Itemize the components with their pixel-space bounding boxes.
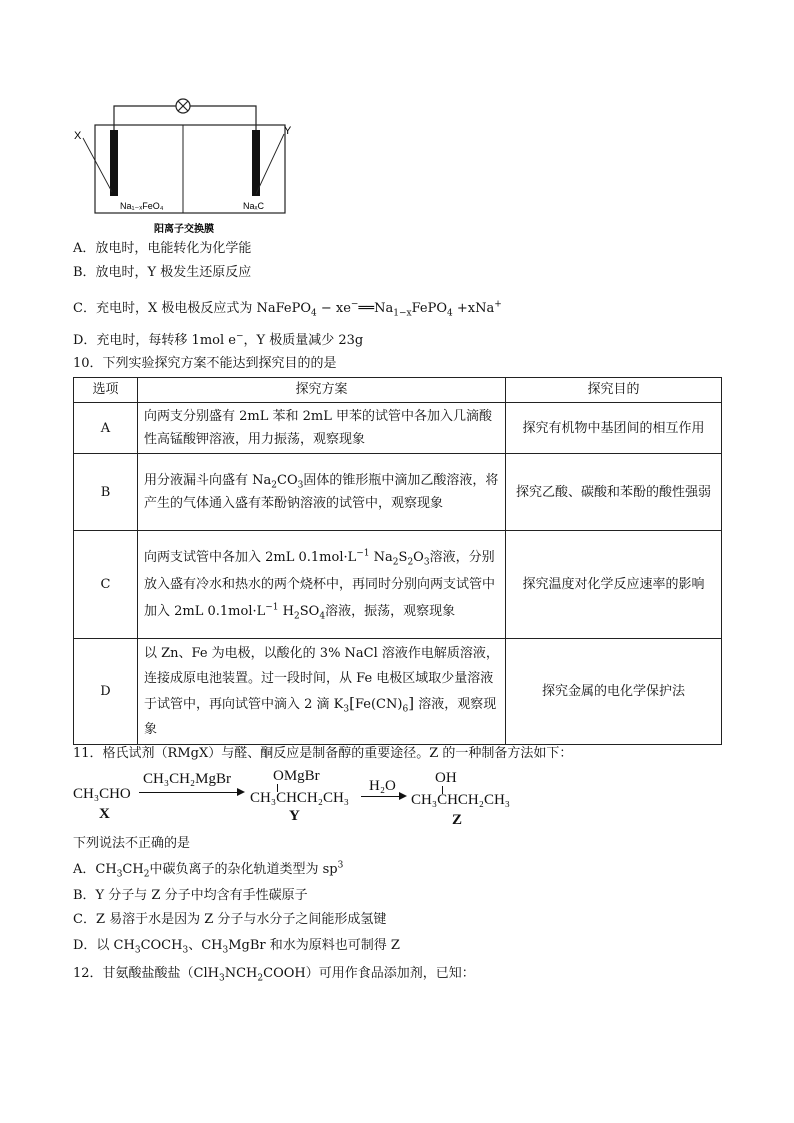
compound-z-substituent: OH [435,770,457,786]
compound-y-formula: CH₃CHCH₂CH₃ [250,790,350,806]
row-option: B [74,454,138,531]
label-x: X [74,130,82,142]
compound-z-formula: CH₃CHCH₂CH₃ [411,792,511,808]
compound-y-label: Y [289,808,300,824]
label-left-electrode: Na₁₋ₓFeO₄ [120,201,164,211]
row-goal: 探究金属的电化学保护法 [506,639,722,745]
option-c: C．Z 易溶于水是因为 Z 分子与水分子之间能形成氢键 [73,912,387,927]
row-plan: 向两支试管中各加入 2mL $0.1mol\cdot L^{-1}$ $Na_2S_2O_3$溶液，分别放入盛有冷水和热水的两个烧杯中，再同时分别向两支试管中加入 2mL $0.1mol\cdot L^{-1}$ $H_2SO_4$溶液，振荡，观察现象 [138,531,506,639]
table-row [74,531,722,639]
electrochemical-cell-diagram [70,92,310,242]
label-right-electrode: NaₓC [243,201,264,211]
question-10-stem: 10．下列实验探究方案不能达到探究目的的是 [73,356,337,371]
row-plan: 用分液漏斗向盛有 $Na_2CO_3$固体的锥形瓶中滴加乙酸溶液，将产生的气体通入盛有苯酚钠溶液的试管中，观察现象 [138,454,506,531]
row-plan: 以 Zn、Fe 为电极，以酸化的 3% NaCl 溶液作电解质溶液，连接成原电池装置。过一段时间，从 Fe 电极区域取少量溶液于试管中，再向试管中滴入 2 滴 $K_3[Fe(CN)_6]$ 溶液，观察现象 [138,639,506,745]
reaction-arrow-icon [139,792,241,793]
external-wire [190,106,256,137]
option-b: B．放电时，Y 极发生还原反应 [73,265,252,280]
row-goal: 探究温度对化学反应速率的影响 [506,531,722,639]
reagent-grignard: CH₃CH₂MgBr [143,771,231,787]
arrow-head-icon [237,788,245,796]
row-goal: 探究乙酸、碳酸和苯酚的酸性强弱 [506,454,722,531]
compound-y-substituent: OMgBr [273,768,320,784]
compound-z-label: Z [452,812,463,828]
option-c: C．充电时，X 极电极反应式为 NaFePO$_4$ − $xe^-══Na_{1-x}FePO_4 +xNa^+$ [73,299,502,319]
row-option: D [74,639,138,745]
reagent-water: H₂O [369,778,396,794]
row-goal: 探究有机物中基团间的相互作用 [506,403,722,454]
table-row [74,454,722,531]
option-a: A．放电时，电能转化为化学能 [73,241,252,256]
reaction-arrow-icon [361,796,401,797]
label-membrane: 阳离子交换膜 [154,224,214,235]
question-11-prompt: 下列说法不正确的是 [73,836,191,851]
arrow-head-icon [399,792,407,800]
header-plan: 探究方案 [138,378,506,403]
option-d: D．充电时，每转移 1mol e−，Y 极质量减少 23g [73,331,364,348]
row-option: C [74,531,138,639]
header-option: 选项 [74,378,138,403]
option-d: D．以 $CH_3COCH_3$、$CH_3MgBr$ 和水为原料也可制得 Z [73,938,400,956]
row-plan: 向两支分别盛有 2mL 苯和 2mL 甲苯的试管中各加入几滴酸性高锰酸钾溶液，用力振荡，观察现象 [138,403,506,454]
option-b: B．Y 分子与 Z 分子中均含有手性碳原子 [73,888,308,903]
compound-x-label: X [99,806,110,822]
question-12-stem: 12．甘氨酸盐酸盐$(ClH_3NCH_2COOH)$可用作食品添加剂，已知： [73,966,475,984]
experiment-table [73,377,722,745]
row-option: A [74,403,138,454]
option-a: A．$CH_3CH_2$中碳负离子的杂化轨道类型为 $sp^3$ [73,860,344,880]
compound-x-formula: CH₃CHO [73,786,131,802]
table-header-row [74,378,722,403]
electrode-y [252,130,260,196]
header-goal: 探究目的 [506,378,722,403]
table-row [74,403,722,454]
label-y: Y [284,125,292,137]
reaction-scheme [73,768,543,830]
electrode-x [110,130,118,196]
external-wire [114,106,176,137]
table-row [74,639,722,745]
question-11-stem: 11．格氏试剂（RMgX）与醛、酮反应是制备醇的重要途径。Z 的一种制备方法如下： [73,746,573,761]
lamp-icon [176,99,190,113]
